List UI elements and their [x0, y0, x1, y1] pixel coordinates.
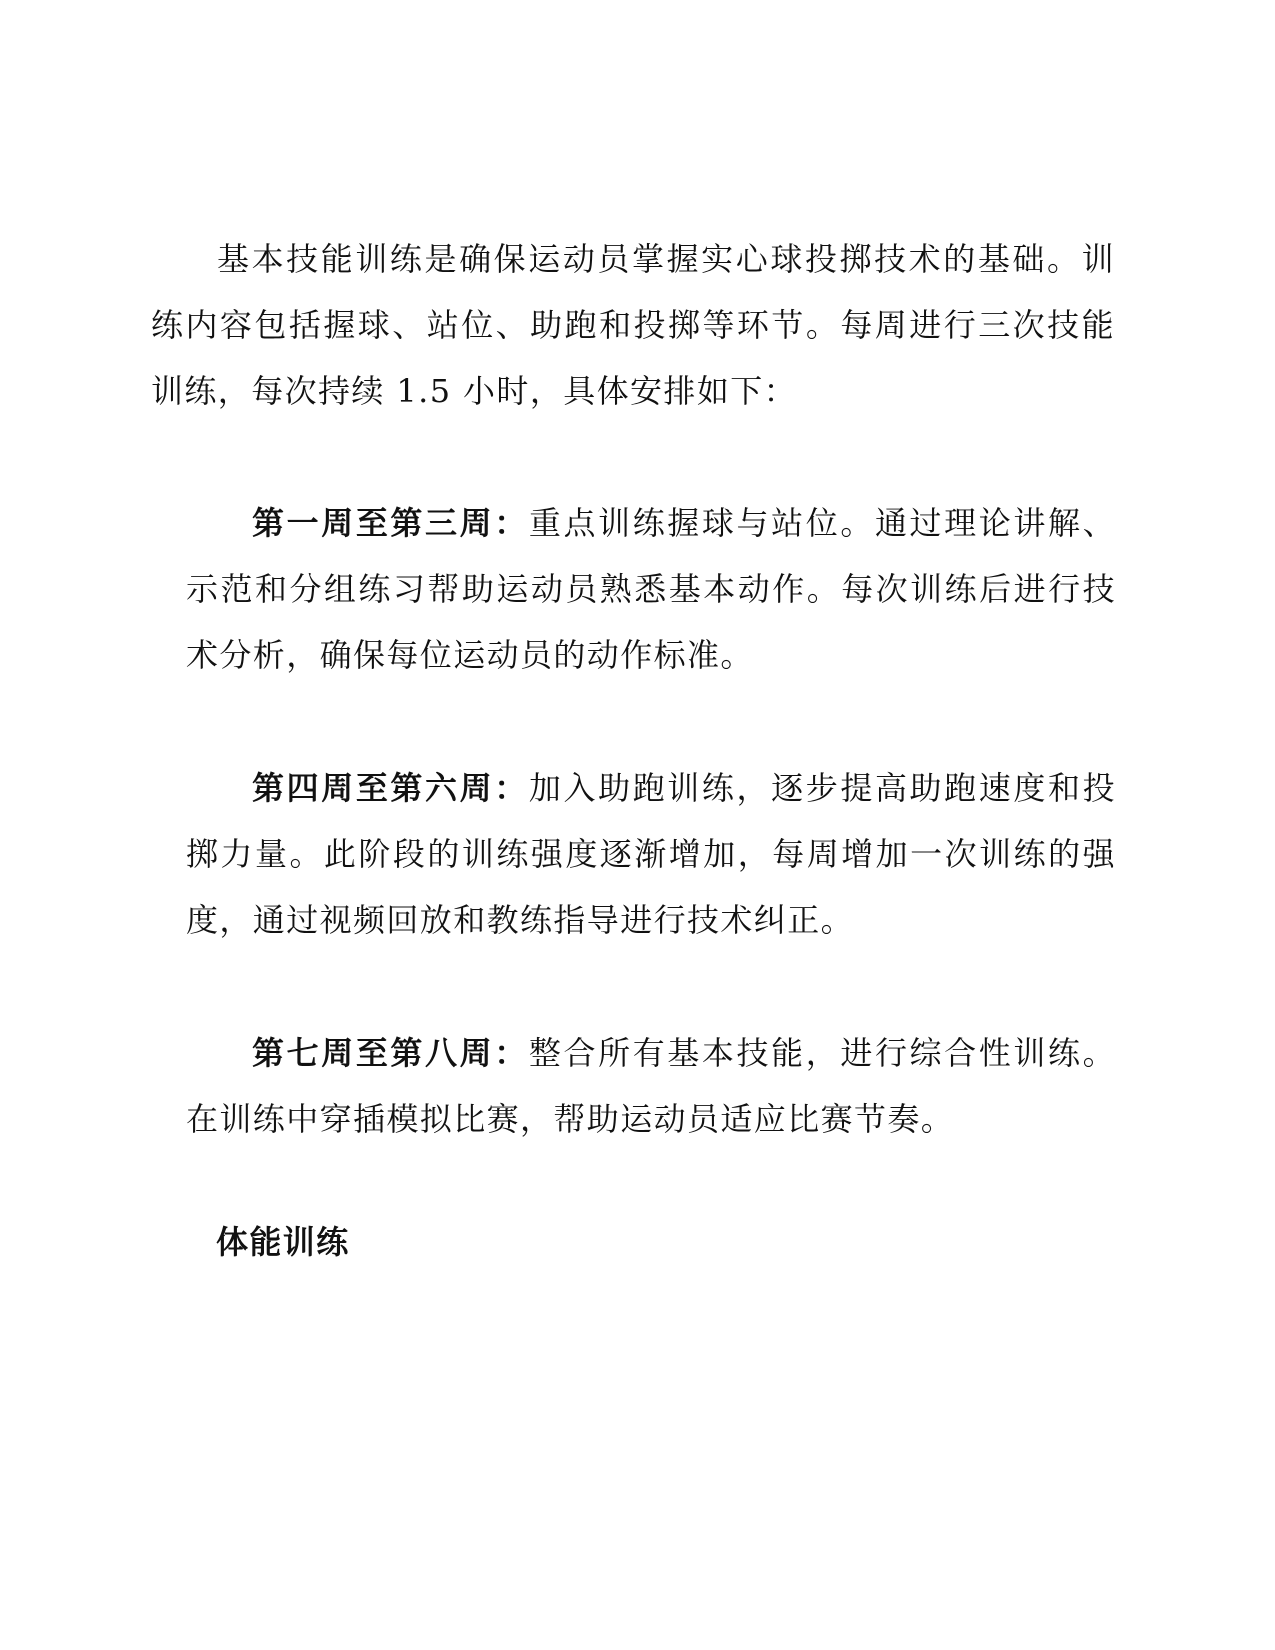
- schedule-item-week-4-6: [186, 755, 1116, 953]
- schedule-item-label: 第四周至第六周：: [252, 769, 529, 807]
- schedule-item-text: 加入助跑训练，逐步提高助跑速度和投掷力量。此阶段的训练强度逐渐增加，每周增加一次训练的强度，通过视频回放和教练指导进行技术纠正。: [186, 769, 1116, 939]
- schedule-item-week-7-8: [186, 1020, 1116, 1152]
- section-heading: 体能训练: [216, 1223, 350, 1261]
- intro-paragraph: [151, 226, 1115, 424]
- schedule-item-label: 第七周至第八周：: [252, 1034, 529, 1072]
- schedule-item-label: 第一周至第三周：: [252, 504, 529, 542]
- intro-text: 基本技能训练是确保运动员掌握实心球投掷技术的基础。训练内容包括握球、站位、助跑和投掷等环节。每周进行三次技能训练，每次持续 1.5 小时，具体安排如下：: [151, 240, 1115, 410]
- schedule-item-text: 重点训练握球与站位。通过理论讲解、示范和分组练习帮助运动员熟悉基本动作。每次训练后进行技术分析，确保每位运动员的动作标准。: [186, 504, 1116, 674]
- schedule-item-week-1-3: [186, 490, 1116, 688]
- schedule-item-text: 整合所有基本技能，进行综合性训练。在训练中穿插模拟比赛，帮助运动员适应比赛节奏。: [186, 1034, 1116, 1138]
